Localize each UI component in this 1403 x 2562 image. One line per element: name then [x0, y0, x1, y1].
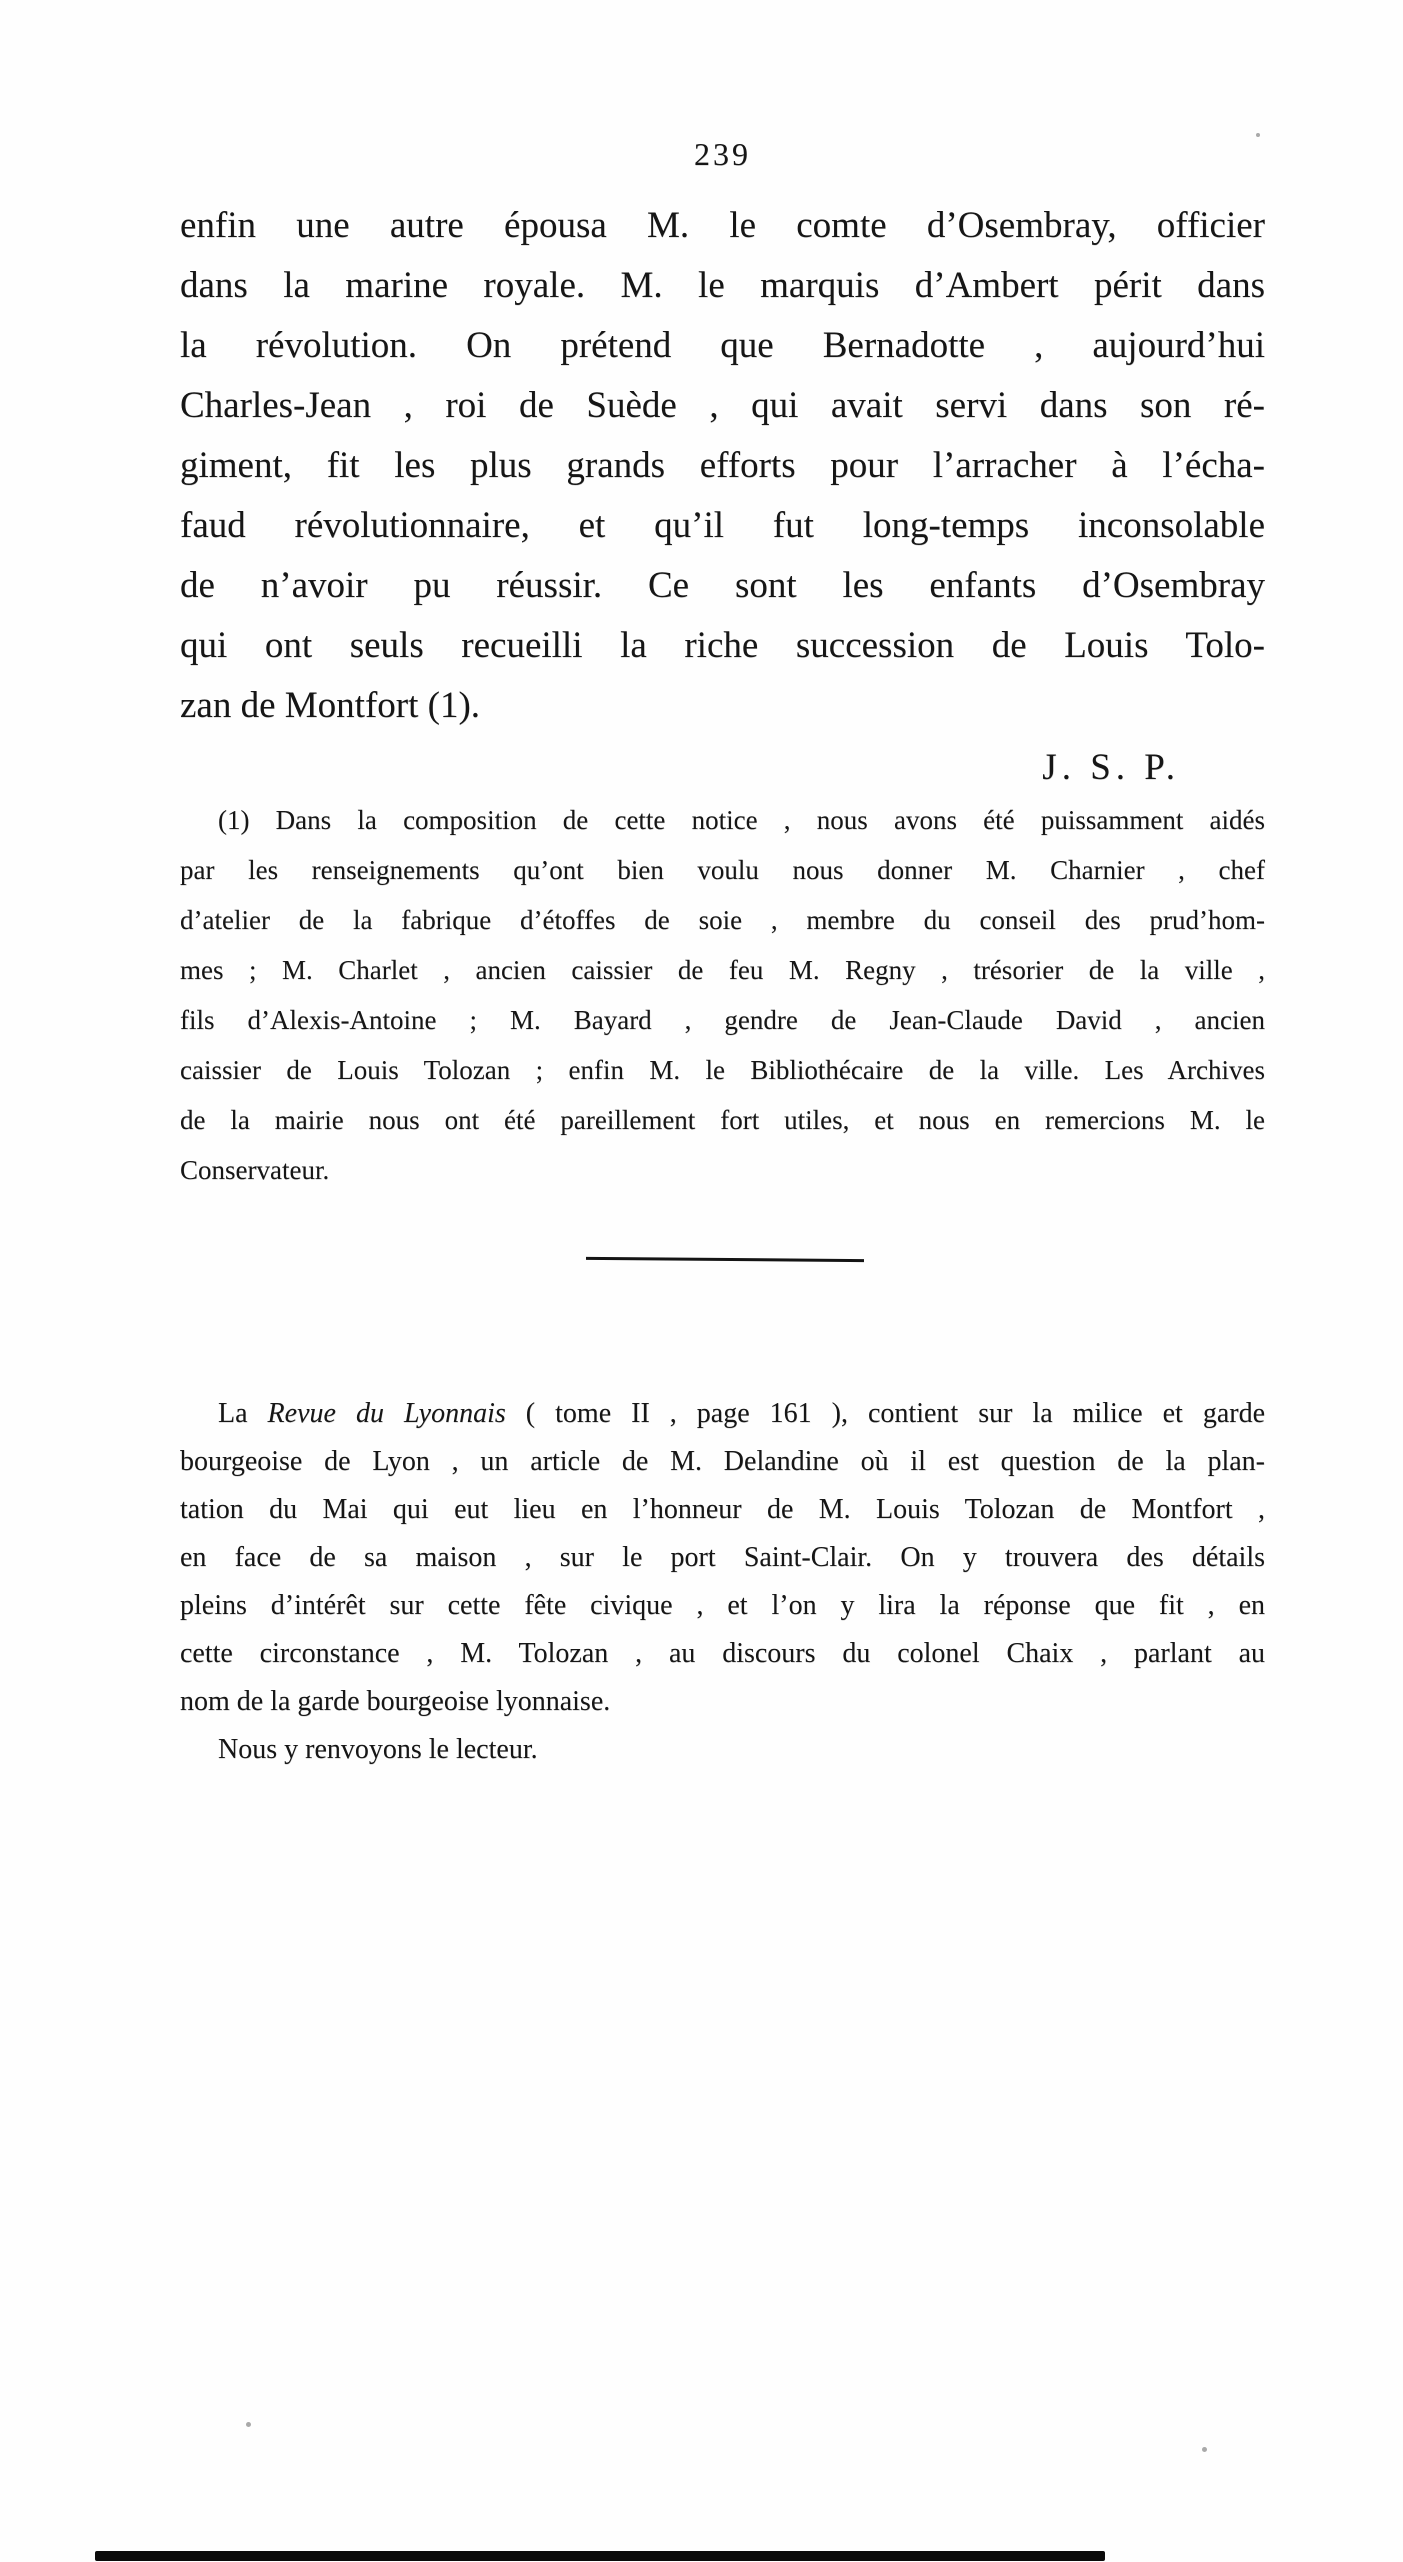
note-line: nom de la garde bourgeoise lyonnaise. [180, 1686, 611, 1717]
main-line: qui ont seuls recueilli la riche succession de Louis Tolo- [180, 625, 1265, 666]
main-line: dans la marine royale. M. le marquis d’Ambert périt dans [180, 265, 1265, 306]
footnote-line: de la mairie nous ont été pareillement fort utiles, et nous en remercions M. le [180, 1105, 1265, 1135]
page-number: 239 [694, 136, 751, 172]
main-line: faud révolutionnaire, et qu’il fut long-temps inconsolable [180, 505, 1265, 546]
note-line: pleins d’intérêt sur cette fête civique , et l’on y lira la réponse que fit , en [180, 1590, 1265, 1621]
footnote-line: Conservateur. [180, 1155, 330, 1185]
ink-speck [1256, 133, 1260, 137]
note-line: bourgeoise de Lyon , un article de M. Delandine où il est question de la plan- [180, 1446, 1265, 1477]
author-signature: J. S. P. [1042, 747, 1180, 788]
footnote-line: (1) Dans la composition de cette notice , nous avons été puissamment aidés [218, 805, 1265, 835]
footnote-paragraph [180, 795, 1265, 1195]
footnote-line: par les renseignements qu’ont bien voulu nous donner M. Charnier , chef [180, 855, 1265, 885]
note-line: en face de sa maison , sur le port Saint-Clair. On y trouvera des détails [180, 1542, 1265, 1573]
main-line: giment, fit les plus grands efforts pour l’arracher à l’écha- [180, 445, 1265, 486]
note-line: cette circonstance , M. Tolozan , au discours du colonel Chaix , parlant au [180, 1638, 1265, 1669]
main-line: zan de Montfort (1). [180, 685, 481, 726]
note-line [180, 1390, 1265, 1438]
note-line-suffix: ( tome II , page 161 ), contient sur la milice et garde [505, 1398, 1266, 1429]
ink-speck [246, 2422, 251, 2427]
ink-speck [1202, 2447, 1207, 2452]
footnote-line: d’atelier de la fabrique d’étoffes de soie , membre du conseil des prud’hom- [180, 905, 1265, 935]
note-line-prefix: La [218, 1398, 268, 1429]
separator-rule [586, 1257, 864, 1262]
footnote-line: fils d’Alexis-Antoine ; M. Bayard , gendre de Jean-Claude David , ancien [180, 1005, 1265, 1035]
note-closing-line: Nous y renvoyons le lecteur. [218, 1734, 538, 1765]
scan-artifact-bar [95, 2551, 1105, 2561]
journal-title: Revue du Lyonnais [267, 1398, 506, 1429]
note-line: tation du Mai qui eut lieu en l’honneur de M. Louis Tolozan de Montfort , [180, 1494, 1265, 1525]
footnote-line: mes ; M. Charlet , ancien caissier de feu M. Regny , trésorier de la ville , [180, 955, 1265, 985]
main-paragraph [180, 196, 1265, 800]
main-line: la révolution. On prétend que Bernadotte , aujourd’hui [180, 325, 1265, 366]
main-line: Charles-Jean , roi de Suède , qui avait servi dans son ré- [180, 385, 1265, 426]
main-line: de n’avoir pu réussir. Ce sont les enfants d’Osembray [180, 565, 1265, 606]
main-line: enfin une autre épousa M. le comte d’Osembray, officier [180, 205, 1265, 246]
footnote-line: caissier de Louis Tolozan ; enfin M. le Bibliothécaire de la ville. Les Archives [180, 1055, 1265, 1085]
second-note-paragraph [180, 1390, 1265, 1774]
